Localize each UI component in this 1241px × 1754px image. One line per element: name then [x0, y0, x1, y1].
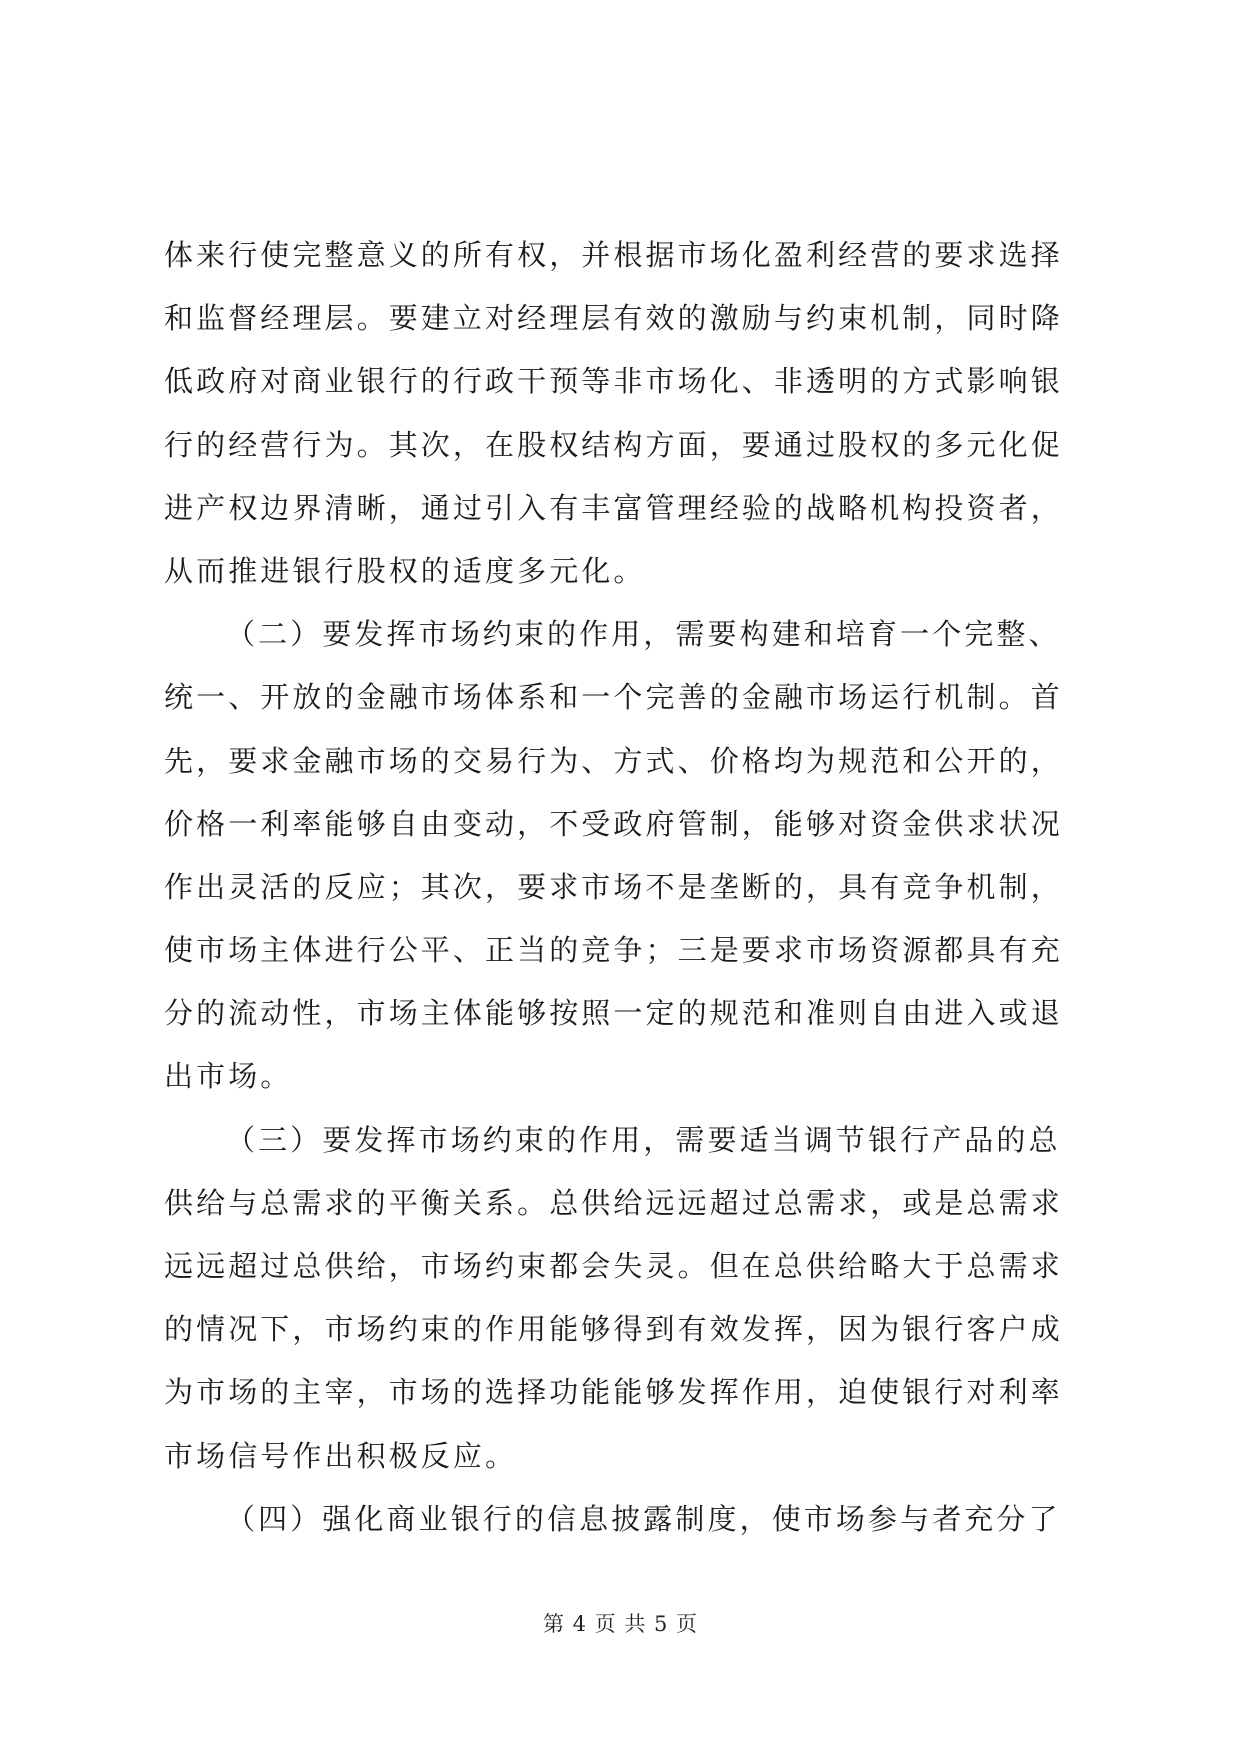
- text-line: 和监督经理层。要建立对经理层有效的激励与约束机制，同时降: [164, 301, 1063, 336]
- text-line: 先，要求金融市场的交易行为、方式、价格均为规范和公开的，: [164, 743, 1063, 778]
- text-line: 供给与总需求的平衡关系。总供给远远超过总需求，或是总需求: [164, 1185, 1063, 1220]
- document-body: [164, 224, 1084, 1551]
- text-line: 低政府对商业银行的行政干预等非市场化、非透明的方式影响银: [164, 364, 1063, 399]
- text-line: 分的流动性，市场主体能够按照一定的规范和准则自由进入或退: [164, 996, 1063, 1031]
- text-line: 进产权边界清晰，通过引入有丰富管理经验的战略机构投资者，: [164, 490, 1063, 525]
- text-line: 行的经营行为。其次，在股权结构方面，要通过股权的多元化促: [164, 427, 1063, 462]
- page-footer: 第 4 页 共 5 页: [542, 1612, 699, 1636]
- text-line: 体来行使完整意义的所有权，并根据市场化盈利经营的要求选择: [164, 238, 1063, 272]
- text-line: 出市场。: [164, 1059, 293, 1094]
- text-line: （二）要发挥市场约束的作用，需要构建和培育一个完整、: [226, 617, 1061, 652]
- text-line: 从而推进银行股权的适度多元化。: [164, 553, 646, 588]
- text-line: 作出灵活的反应；其次，要求市场不是垄断的，具有竞争机制，: [164, 869, 1063, 904]
- text-line: 市场信号作出积极反应。: [164, 1438, 518, 1473]
- text-line: （四）强化商业银行的信息披露制度，使市场参与者充分了: [226, 1501, 1061, 1536]
- text-line: （三）要发挥市场约束的作用，需要适当调节银行产品的总: [226, 1122, 1061, 1157]
- text-line: 统一、开放的金融市场体系和一个完善的金融市场运行机制。首: [164, 680, 1063, 715]
- text-line: 使市场主体进行公平、正当的竞争；三是要求市场资源都具有充: [164, 933, 1063, 968]
- text-line: 为市场的主宰，市场的选择功能能够发挥作用，迫使银行对利率: [164, 1375, 1063, 1410]
- text-line: 价格一利率能够自由变动，不受政府管制，能够对资金供求状况: [164, 806, 1063, 841]
- text-line: 的情况下，市场约束的作用能够得到有效发挥，因为银行客户成: [164, 1312, 1063, 1347]
- text-line: 远远超过总供给，市场约束都会失灵。但在总供给略大于总需求: [164, 1249, 1063, 1283]
